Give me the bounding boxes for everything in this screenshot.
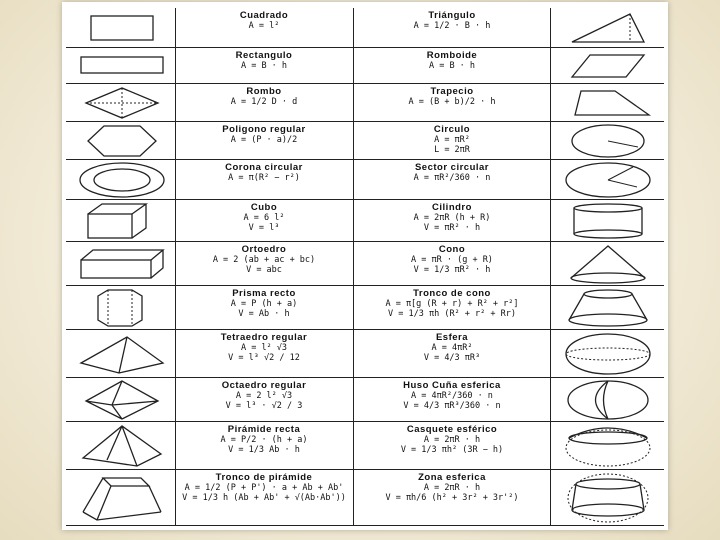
spherical-cap-icon: [556, 424, 660, 468]
shape-title: Sector circular: [414, 162, 490, 173]
shape-title: Ortoedro: [241, 244, 287, 255]
hexagon-icon: [70, 124, 174, 158]
column-divider-2: [353, 8, 354, 526]
cell-left: [178, 10, 350, 46]
formula: A = l² √3: [240, 343, 288, 353]
formula: A = 2πR · h: [423, 435, 481, 445]
shape-title: Octaedro regular: [221, 380, 307, 391]
formula: A = 4πR²: [431, 343, 473, 353]
cell-left: [178, 124, 350, 158]
triangle-icon: [556, 10, 660, 46]
parallelogram-icon: [556, 50, 660, 82]
shape-title: Corona circular: [225, 162, 303, 173]
formula: A = π(R² − r²): [228, 173, 300, 183]
cell-left: [178, 50, 350, 82]
shape-title: Trapecio: [430, 86, 474, 97]
annulus-icon: [70, 162, 174, 198]
formula: A = 2 (ab + ac + bc): [212, 255, 316, 265]
row-separator: [66, 83, 664, 84]
shape-title: Casquete esférico: [406, 424, 498, 435]
cell-left: [178, 424, 350, 468]
formula: A = 4πR²/360 · n: [411, 391, 493, 401]
formula: A = 2πR (h + R): [413, 213, 491, 223]
row-separator: [66, 121, 664, 122]
shape-title: Tronco de cono: [413, 288, 491, 299]
shape-title: Triángulo: [428, 10, 476, 21]
spherical-wedge-icon: [556, 380, 660, 420]
shape-title: Tronco de pirámide: [215, 472, 313, 483]
cell-right: [356, 50, 548, 82]
formula: V = 1/3 πR² · h: [413, 265, 491, 275]
shape-title: Huso Cuña esferica: [403, 380, 501, 391]
cell-right: [356, 380, 548, 420]
cell-right: [356, 288, 548, 328]
sector-icon: [556, 162, 660, 198]
formula: A = l²: [248, 21, 280, 31]
cell-left: [178, 380, 350, 420]
shape-title: Tetraedro regular: [220, 332, 308, 343]
formula: A = B · h: [428, 61, 476, 71]
formula: A = P/2 · (h + a): [220, 435, 308, 445]
frustum-pyramid-icon: [70, 472, 174, 524]
shape-title: Romboide: [426, 50, 478, 61]
formula: A = πR²: [434, 135, 470, 145]
row-separator: [66, 47, 664, 48]
formula: V = 1/3 πh (R² + r² + Rr): [388, 309, 516, 319]
cell-left: [178, 332, 350, 376]
cell-right: [356, 244, 548, 284]
cell-right: [356, 124, 548, 158]
cell-left: [178, 86, 350, 120]
cell-right: [356, 472, 548, 524]
formula: V = 4/3 πR³: [423, 353, 481, 363]
cell-left: [178, 472, 350, 524]
spherical-zone-icon: [556, 472, 660, 524]
formula: A = 6 l²: [243, 213, 285, 223]
formula: A = P (h + a): [230, 299, 298, 309]
formula: A = 1/2 D · d: [230, 97, 298, 107]
shape-title: Cubo: [250, 202, 278, 213]
cell-left: [178, 162, 350, 198]
shape-title: Cono: [438, 244, 466, 255]
row-separator: [66, 525, 664, 526]
row-separator: [66, 199, 664, 200]
cell-right: [356, 202, 548, 240]
rhombus-icon: [70, 86, 174, 120]
prism-icon: [70, 288, 174, 328]
formula: V = 1/3 πh² (3R − h): [400, 445, 504, 455]
cylinder-icon: [556, 202, 660, 240]
formula: A = πR · (g + R): [411, 255, 493, 265]
column-divider-1: [175, 8, 176, 526]
cuboid-icon: [70, 244, 174, 284]
shape-title: Rombo: [246, 86, 282, 97]
cube-icon: [70, 202, 174, 240]
cell-right: [356, 424, 548, 468]
shape-title: Circulo: [433, 124, 471, 135]
column-divider-3: [550, 8, 551, 526]
shape-title: Esfera: [435, 332, 469, 343]
tetrahedron-icon: [70, 332, 174, 376]
cell-right: [356, 86, 548, 120]
formula: V = πh/6 (h² + 3r² + 3r'²): [385, 493, 519, 503]
formula: A = πR²/360 · n: [413, 173, 491, 183]
formula: V = 4/3 πR³/360 · n: [403, 401, 501, 411]
formula: A = B · h: [240, 61, 288, 71]
frustum-cone-icon: [556, 288, 660, 328]
sphere-icon: [556, 332, 660, 376]
pyramid-icon: [70, 424, 174, 468]
cell-left: [178, 288, 350, 328]
formula: A = 2πR · h: [423, 483, 481, 493]
formula: V = 1/3 h (Ab + Ab' + √(Ab·Ab')): [182, 493, 346, 503]
formula: A = 2 l² √3: [235, 391, 293, 401]
formula: V = l³ √2 / 12: [228, 353, 300, 363]
row-separator: [66, 329, 664, 330]
cell-right: [356, 162, 548, 198]
formula: V = l³: [248, 223, 280, 233]
cell-left: [178, 202, 350, 240]
formula: A = 1/2 · B · h: [413, 21, 491, 31]
formula: V = Ab · h: [238, 309, 290, 319]
row-separator: [66, 377, 664, 378]
row-separator: [66, 469, 664, 470]
row-separator: [66, 159, 664, 160]
formula: V = πR² · h: [423, 223, 481, 233]
shape-title: Zona esferica: [418, 472, 486, 483]
formula: A = π[g (R + r) + R² + r²]: [385, 299, 519, 309]
formula: V = l³ · √2 / 3: [225, 401, 303, 411]
row-separator: [66, 285, 664, 286]
square-icon: [70, 10, 174, 46]
octahedron-icon: [70, 380, 174, 420]
shape-title: Cuadrado: [239, 10, 289, 21]
shape-title: Cilindro: [432, 202, 472, 213]
shape-title: Prisma recto: [232, 288, 296, 299]
cell-left: [178, 244, 350, 284]
rectangle-icon: [70, 50, 174, 82]
row-separator: [66, 241, 664, 242]
formula: A = 1/2 (P + P') · a + Ab + Ab': [184, 483, 344, 493]
formula: A = (P · a)/2: [230, 135, 298, 145]
formula-sheet: [62, 2, 668, 530]
cell-right: [356, 10, 548, 46]
cone-icon: [556, 244, 660, 284]
circle-icon: [556, 124, 660, 158]
cell-right: [356, 332, 548, 376]
formula: V = abc: [246, 265, 282, 275]
formula: A = (B + b)/2 · h: [408, 97, 496, 107]
formula: L = 2πR: [434, 145, 470, 155]
shape-title: Poligono regular: [222, 124, 306, 135]
shape-title: Rectangulo: [235, 50, 293, 61]
row-separator: [66, 421, 664, 422]
shape-title: Pirámide recta: [227, 424, 301, 435]
formula: V = 1/3 Ab · h: [228, 445, 300, 455]
trapezoid-icon: [556, 86, 660, 120]
